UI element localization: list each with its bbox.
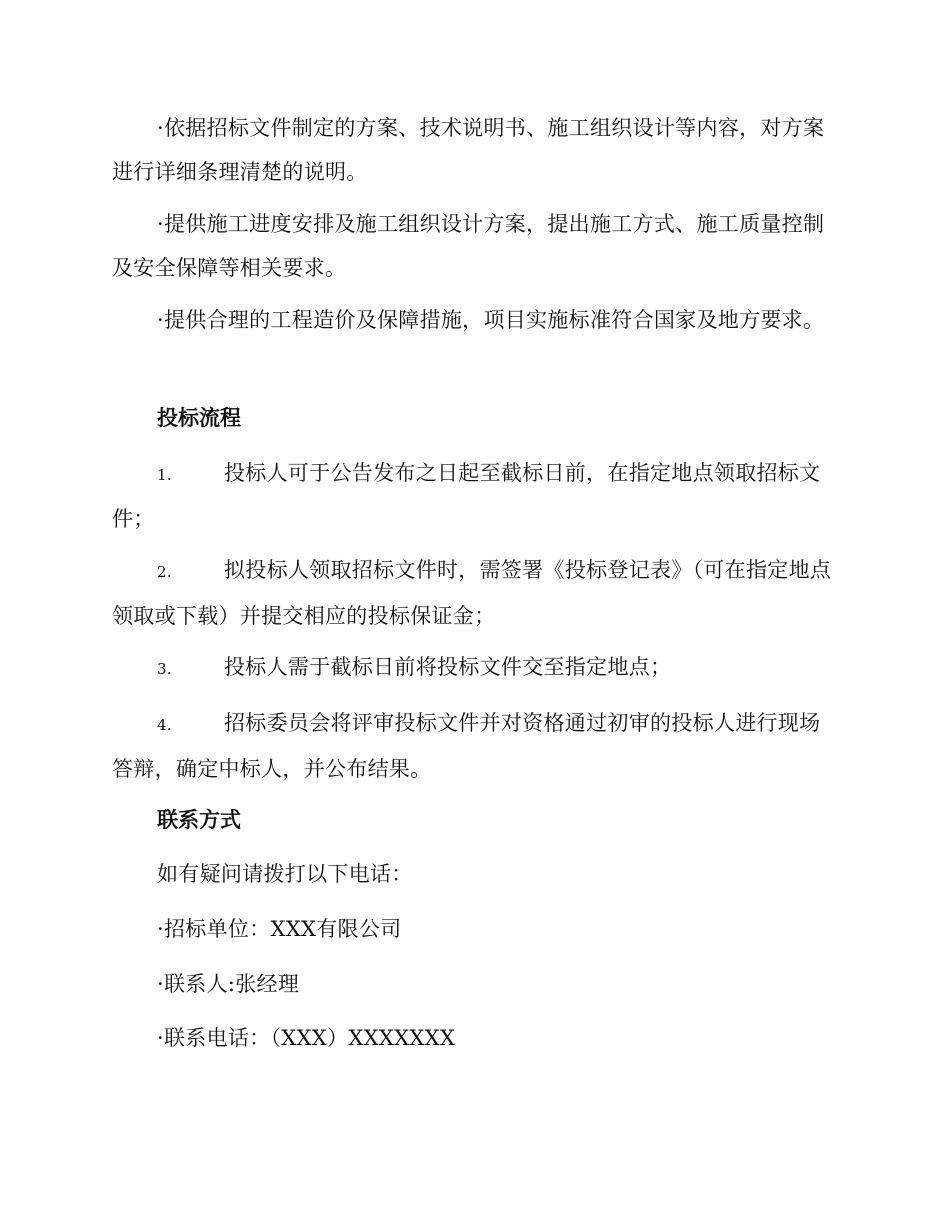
step-number: 4. — [157, 716, 172, 734]
requirement-paragraph-3: ·提供合理的工程造价及保障措施，项目实施标准符合国家及地方要求。 — [157, 308, 825, 332]
requirement-paragraph-2: ·提供施工进度安排及施工组织设计方案，提出施工方式、施工质量控制及安全保障等相关要求。 — [112, 212, 825, 280]
step-number: 3. — [157, 660, 172, 678]
contact-phone: ·联系电话：（XXX）XXXXXXX — [157, 1026, 456, 1050]
process-step-3 — [112, 645, 836, 691]
section-heading-contact: 联系方式 — [157, 808, 241, 832]
process-step-1 — [112, 451, 836, 541]
process-step-4 — [112, 701, 836, 791]
step-number: 2. — [157, 563, 172, 581]
contact-person: ·联系人:张经理 — [157, 972, 300, 996]
contact-unit: ·招标单位：XXX有限公司 — [157, 917, 402, 941]
contact-intro: 如有疑问请拨打以下电话： — [157, 862, 413, 886]
step-text: 投标人需于截标日前将投标文件交至指定地点； — [224, 655, 672, 679]
step-text: 投标人可于公告发布之日起至截标日前，在指定地点领取招标文件； — [112, 461, 821, 531]
step-text: 拟投标人领取招标文件时，需签署《投标登记表》（可在指定地点领取或下载）并提交相应的投标保证金； — [112, 558, 832, 628]
requirement-paragraph-1: ·依据招标文件制定的方案、技术说明书、施工组织设计等内容，对方案进行详细条理清楚的说明。 — [112, 116, 825, 184]
process-step-2 — [112, 548, 836, 638]
step-text: 招标委员会将评审投标文件并对资格通过初审的投标人进行现场答辩，确定中标人，并公布结果。 — [112, 711, 821, 781]
section-heading-process: 投标流程 — [157, 406, 241, 430]
step-number: 1. — [157, 466, 172, 484]
